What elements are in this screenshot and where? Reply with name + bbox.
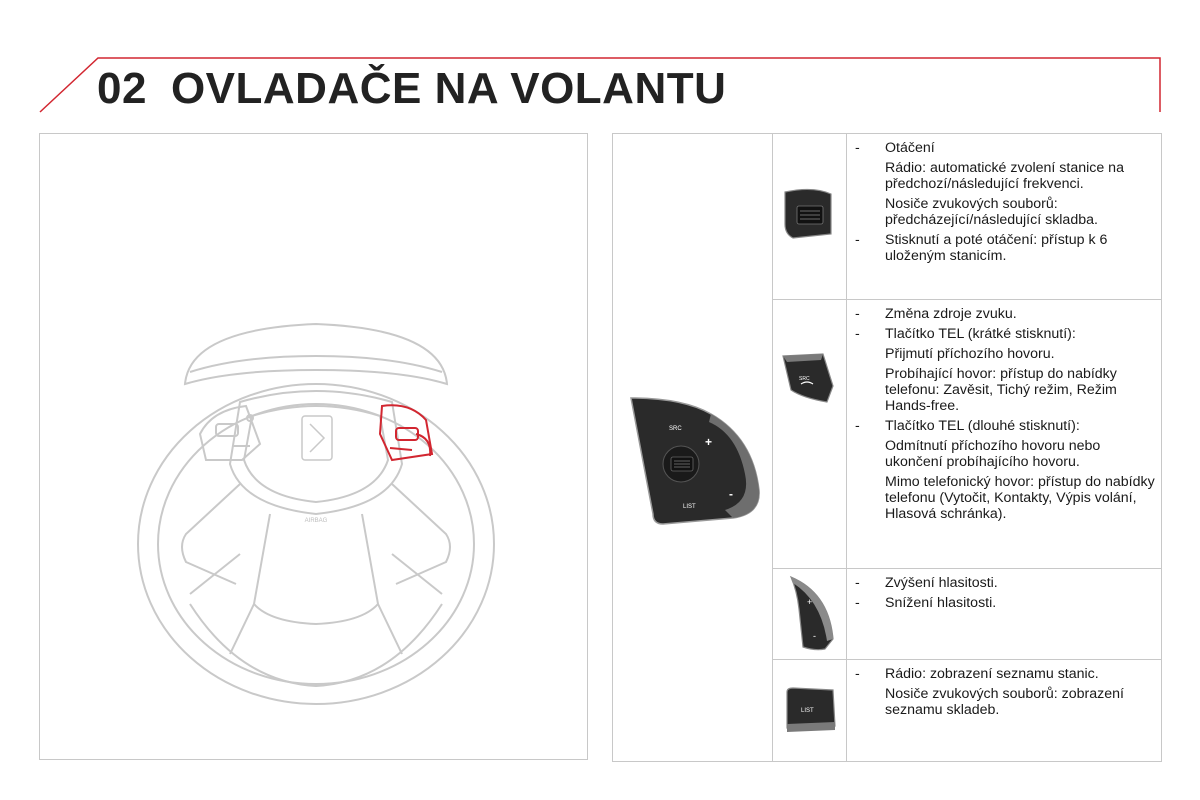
page-title: [97, 64, 726, 114]
scroll-wheel-icon: [773, 134, 847, 300]
controls-table: [612, 133, 1162, 762]
control-unit-cell: [613, 134, 773, 761]
list-button-icon: [773, 660, 847, 761]
control-row-volume: [773, 569, 1161, 660]
svg-text:+: +: [807, 597, 813, 607]
list-item: - Zvýšení hlasitosti.: [855, 575, 998, 591]
scroll-wheel-cell: [773, 134, 847, 299]
row-text: [855, 306, 1155, 526]
list-item: - Otáčení Rádio: automatické zvolení stanice na předchozí/následující frekvenci. Nosiče zvukových souborů: předcházející/následující skladba.: [855, 140, 1124, 228]
list-item: - Tlačítko TEL (dlouhé stisknutí): Odmítnutí příchozího hovoru nebo ukončení probíhajícího hovoru. Mimo telefonický hovor: přístup do nabídky telefonu (Vytočit, Kontakty, Výpis volání, Hlasová schránka).: [855, 418, 1155, 522]
list-item: - Stisknutí a poté otáčení: přístup k 6 uloženým stanicím.: [855, 232, 1108, 264]
src-tel-button-icon: [773, 300, 847, 569]
svg-text:-: -: [813, 631, 816, 641]
row-text: [855, 140, 1155, 268]
row-text: [855, 575, 1155, 615]
control-row-src: [773, 300, 1161, 569]
src-button-cell: [773, 300, 847, 568]
list-button-cell: [773, 660, 847, 761]
control-unit-icon: [613, 134, 773, 761]
control-row-scroll: [773, 134, 1161, 300]
steering-wheel-panel: [39, 133, 588, 760]
svg-text:SRC: SRC: [799, 376, 810, 382]
chapter-number: 02: [97, 64, 147, 113]
row-text: [855, 666, 1155, 722]
list-label: LIST: [683, 504, 696, 510]
plus-label: +: [705, 435, 713, 449]
src-label: SRC: [669, 426, 682, 432]
list-item: - Snížení hlasitosti.: [855, 595, 997, 611]
control-row-list: [773, 660, 1161, 761]
volume-rocker-icon: [773, 569, 847, 660]
list-item: - Rádio: zobrazení seznamu stanic. Nosiče zvukových souborů: zobrazení seznamu skladeb.: [855, 666, 1124, 718]
chapter-title: OVLADAČE NA VOLANTU: [170, 64, 727, 113]
steering-wheel-icon: [40, 134, 589, 761]
list-item: - Změna zdroje zvuku.: [855, 306, 1017, 322]
volume-button-cell: [773, 569, 847, 659]
list-item: - Tlačítko TEL (krátké stisknutí): Přijmutí příchozího hovoru. Probíhající hovor: přístup do nabídky telefonu: Zavěsit, Tichý režim, Režim Hands-free.: [855, 326, 1117, 414]
airbag-label: AIRBAG: [304, 518, 328, 524]
minus-label: -: [729, 487, 733, 501]
svg-text:LIST: LIST: [801, 708, 814, 714]
